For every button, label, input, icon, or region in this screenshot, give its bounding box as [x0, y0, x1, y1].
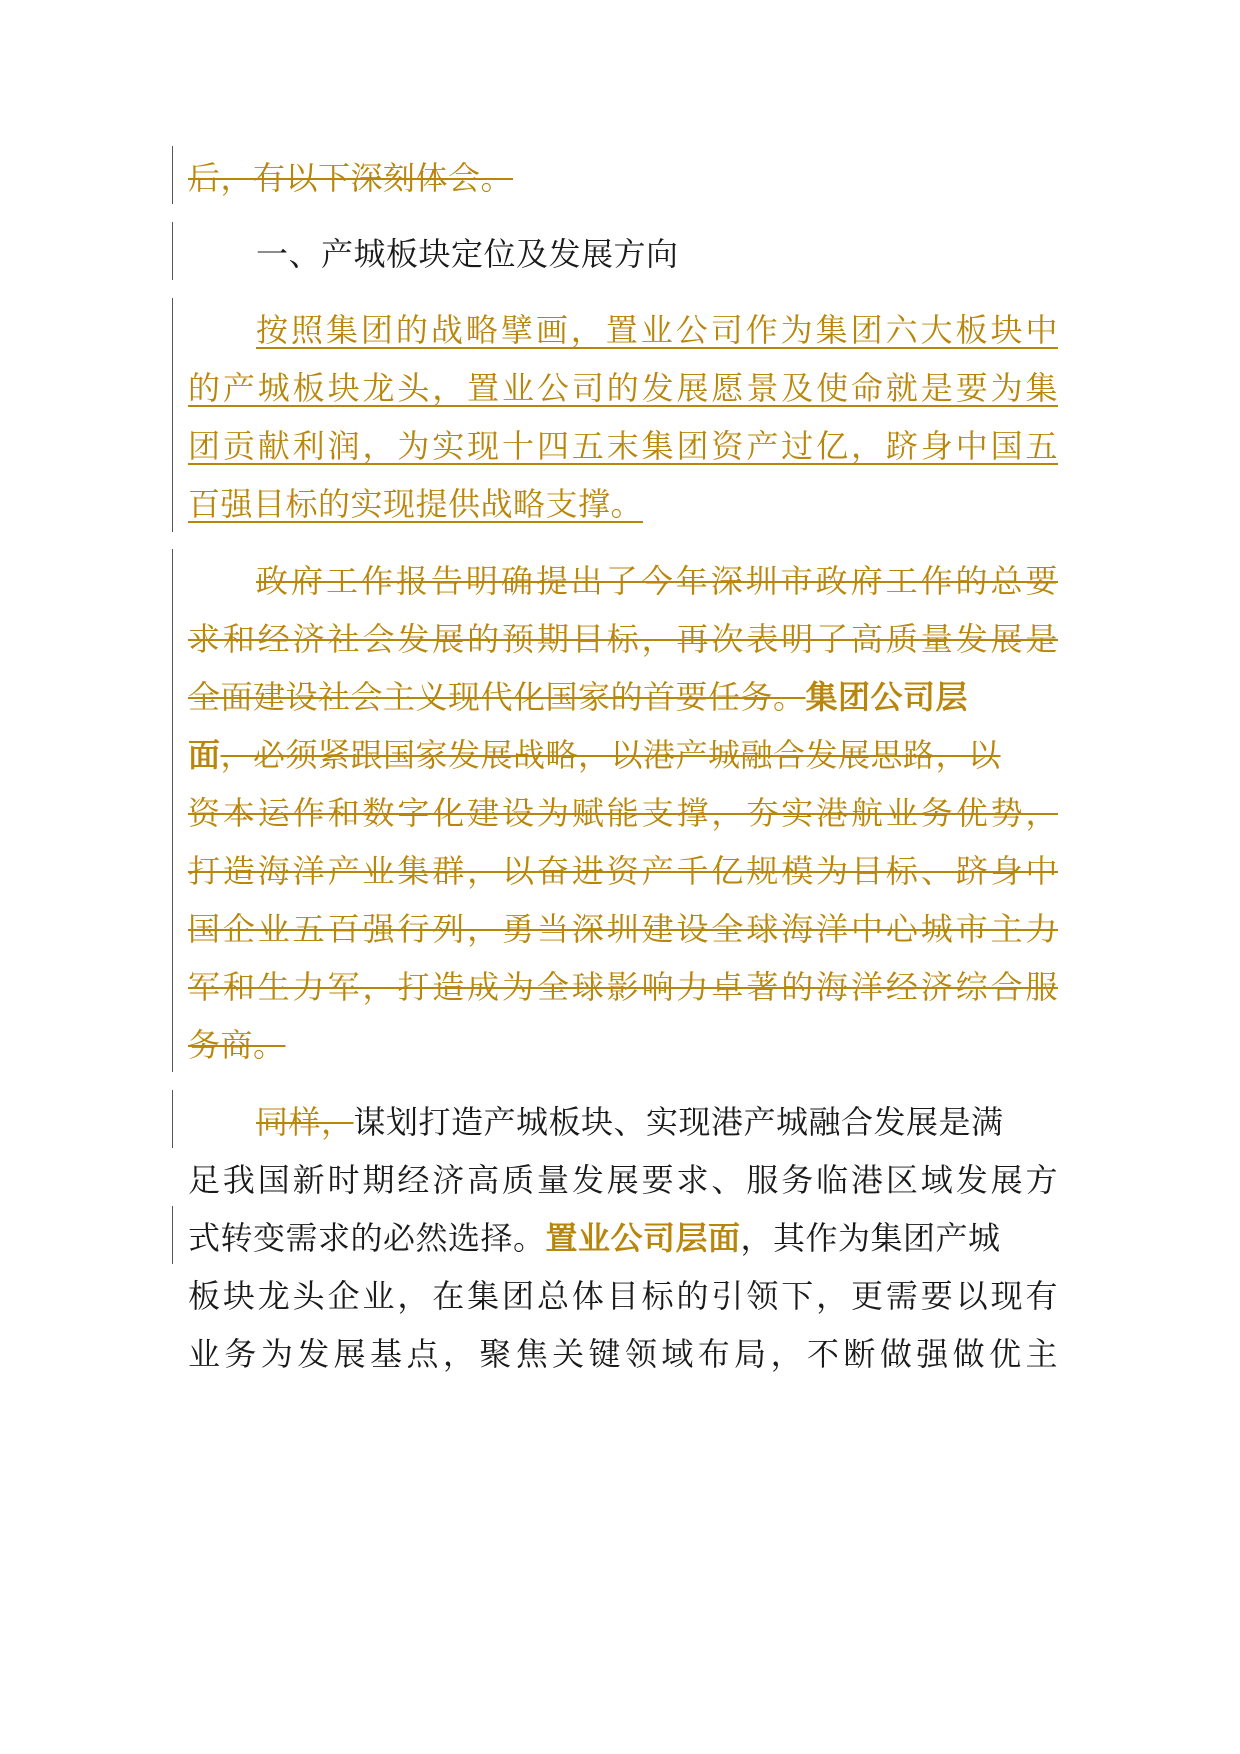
body-text: 足我国新时期经济高质量发展要求、服务临港区域发展方 [188, 1161, 1058, 1199]
paragraph-1-line [188, 471, 1058, 537]
deleted-text: 资本运作和数字化建设为赋能支撑，夯实港航业务优势， [188, 794, 1058, 832]
inserted-text: 百强目标的实现提供战略支撑。 [188, 485, 644, 523]
heading-text: 一、产城板块定位及发展方向 [256, 235, 679, 273]
bold-highlight: 集团公司层 [805, 678, 969, 716]
paragraph-2-line [188, 722, 1058, 788]
revision-margin-bar [172, 146, 173, 204]
section-heading [188, 221, 1058, 287]
revision-margin-bar [172, 1090, 173, 1148]
deleted-text: 同样， [256, 1103, 354, 1141]
paragraph-2-line [188, 838, 1058, 904]
deleted-text: 全面建设社会主义现代化国家的首要任务。 [188, 678, 806, 716]
deleted-text: 打造海洋产业集群，以奋进资产千亿规模为目标、跻身中 [188, 852, 1058, 890]
deleted-text: 军和生力军，打造成为全球影响力卓著的海洋经济综合服 [188, 968, 1058, 1006]
paragraph-3-line [188, 1321, 1058, 1387]
paragraph-3-line [188, 1147, 1058, 1213]
inserted-text: 团贡献利润，为实现十四五末集团资产过亿，跻身中国五 [188, 427, 1058, 465]
body-text: 板块龙头企业，在集团总体目标的引领下，更需要以现有 [188, 1277, 1058, 1315]
body-text: ，其作为集团产城 [740, 1219, 1001, 1257]
paragraph-3-line [188, 1089, 1058, 1155]
paragraph-2-line [188, 606, 1058, 672]
deleted-text: 求和经济社会发展的预期目标，再次表明了高质量发展是 [188, 620, 1058, 658]
deleted-text: ，必须紧跟国家发展战略，以港产城融合发展思路，以 [220, 736, 1001, 774]
inserted-text: 的产城板块龙头，置业公司的发展愿景及使命就是要为集 [188, 369, 1058, 407]
bold-highlight: 置业公司层面 [545, 1219, 741, 1257]
paragraph-2-line [188, 548, 1058, 614]
deleted-text: 国企业五百强行列，勇当深圳建设全球海洋中心城市主力 [188, 910, 1058, 948]
paragraph-1-line [188, 413, 1058, 479]
body-text: 谋划打造产城板块、实现港产城融合发展是满 [353, 1103, 1004, 1141]
revision-margin-bar [172, 298, 173, 532]
paragraph-3-line [188, 1263, 1058, 1329]
paragraph-2-line [188, 954, 1058, 1020]
bold-highlight: 面 [188, 736, 221, 774]
paragraph-1-line [188, 297, 1058, 363]
paragraph-2-line [188, 780, 1058, 846]
revision-margin-bar [172, 549, 173, 1072]
fragment-line [188, 145, 1058, 211]
inserted-text: 按照集团的战略擘画，置业公司作为集团六大板块中 [256, 311, 1058, 349]
revision-margin-bar [172, 222, 173, 280]
paragraph-2-line [188, 896, 1058, 962]
revision-margin-bar [172, 1206, 173, 1264]
body-text: 业务为发展基点，聚焦关键领域布局，不断做强做优主 [188, 1335, 1058, 1373]
paragraph-3-line [188, 1205, 1058, 1271]
paragraph-1-line [188, 355, 1058, 421]
paragraph-2-line [188, 1012, 1058, 1078]
body-text: 式转变需求的必然选择。 [188, 1219, 546, 1257]
paragraph-2-line [188, 664, 1058, 730]
deleted-text: 政府工作报告明确提出了今年深圳市政府工作的总要 [256, 562, 1058, 600]
deleted-text: 务商。 [188, 1026, 286, 1064]
deleted-text: 后，有以下深刻体会。 [188, 159, 514, 197]
